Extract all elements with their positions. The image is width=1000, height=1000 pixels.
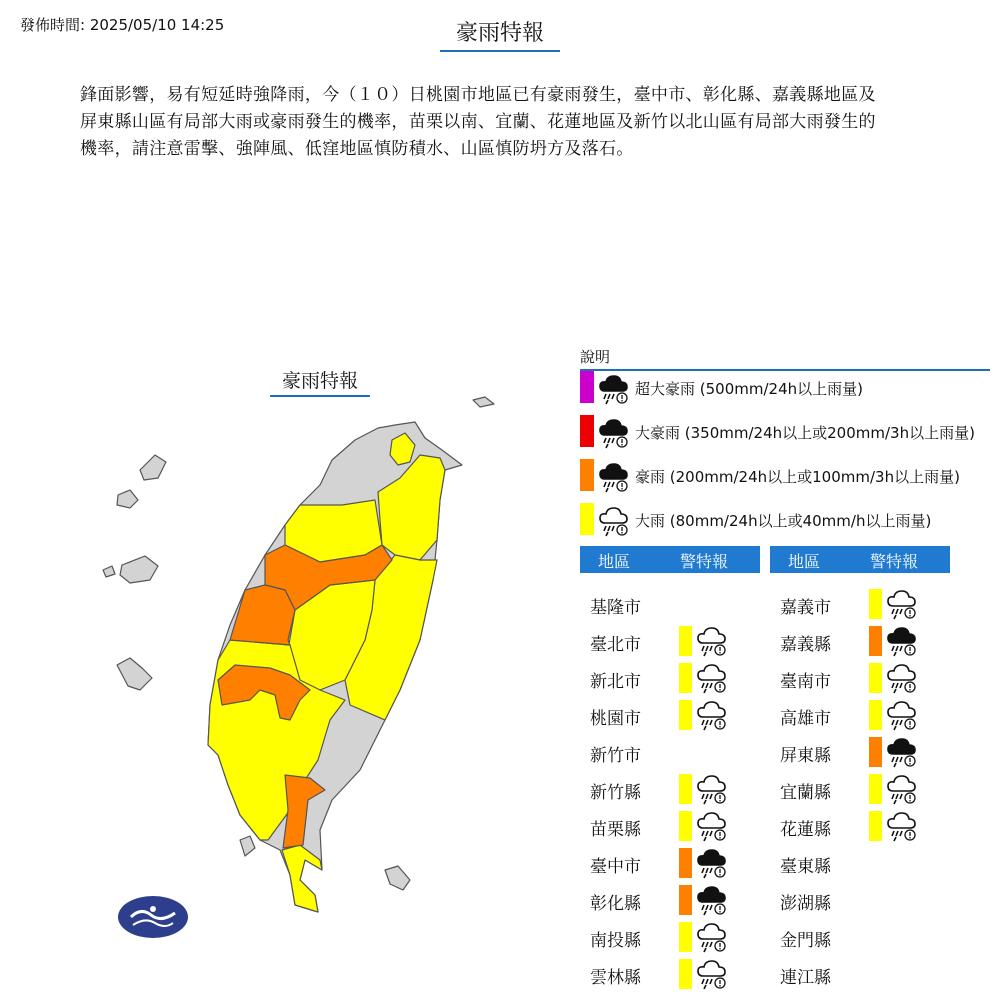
header-region: 地區	[598, 552, 631, 571]
header-warning: 警特報	[870, 552, 919, 571]
rain-cloud-outline-icon	[598, 504, 630, 542]
table-row	[580, 624, 760, 658]
island-green	[385, 866, 410, 890]
warning-level-bar	[679, 774, 692, 804]
legend-swatch	[580, 371, 594, 403]
table-row	[580, 920, 760, 954]
county-name: 花蓮縣	[780, 820, 831, 840]
table-row	[580, 661, 760, 695]
rain-cloud-dark-icon	[696, 846, 728, 884]
island-matsu	[117, 658, 152, 690]
warning-level-bar	[869, 700, 882, 730]
rain-cloud-dark-icon	[886, 624, 918, 662]
legend-label: 大豪雨 (350mm/24h以上或200mm/3h以上雨量)	[635, 424, 975, 442]
rain-cloud-outline-icon	[886, 809, 918, 847]
table-row	[580, 587, 760, 621]
description-line: 鋒面影響，易有短延時強降雨，今（１０）日桃園市地區已有豪雨發生，臺中市、彰化縣、嘉義縣地區及	[80, 85, 876, 105]
table-row	[770, 957, 950, 991]
warning-level-bar	[679, 811, 692, 841]
table-row	[770, 809, 950, 843]
county-name: 嘉義縣	[780, 635, 831, 655]
table-row	[770, 883, 950, 917]
description-line: 機率，請注意雷擊、強陣風、低窪地區慎防積水、山區慎防坍方及落石。	[80, 139, 634, 159]
rain-cloud-outline-icon	[696, 661, 728, 699]
table-row	[580, 883, 760, 917]
warning-level-bar	[869, 737, 882, 767]
warning-description	[80, 82, 920, 163]
map-title: 豪雨特報	[270, 366, 370, 397]
warning-level-bar	[869, 663, 882, 693]
county-name: 新北市	[590, 672, 641, 692]
rain-cloud-outline-icon	[696, 957, 728, 995]
rain-cloud-outline-icon	[696, 809, 728, 847]
warning-level-bar	[869, 811, 882, 841]
county-name: 澎湖縣	[780, 894, 831, 914]
warning-level-bar	[679, 700, 692, 730]
warning-level-bar	[679, 959, 692, 989]
warning-level-bar	[679, 626, 692, 656]
description-line: 屏東縣山區有局部大雨或豪雨發生的機率，苗栗以南、宜蘭、花蓮地區及新竹以北山區有局部大雨發生的	[80, 112, 876, 132]
county-name: 雲林縣	[590, 968, 641, 988]
table-header-left	[580, 546, 760, 573]
rain-cloud-dark-icon	[598, 416, 630, 454]
table-row	[580, 957, 760, 991]
warning-level-bar	[679, 663, 692, 693]
county-name: 臺中市	[590, 857, 641, 877]
rain-cloud-outline-icon	[886, 587, 918, 625]
county-name: 連江縣	[780, 968, 831, 988]
table-row	[580, 772, 760, 806]
island-penghu	[140, 455, 166, 480]
rain-cloud-outline-icon	[886, 661, 918, 699]
header-region: 地區	[788, 552, 821, 571]
warning-level-bar	[869, 626, 882, 656]
rain-cloud-outline-icon	[696, 920, 728, 958]
legend-swatch	[580, 415, 594, 447]
cwa-logo-icon	[117, 895, 189, 939]
table-row	[770, 661, 950, 695]
county-name: 彰化縣	[590, 894, 641, 914]
legend-item	[580, 415, 1000, 449]
legend-item	[580, 459, 1000, 493]
county-name: 臺南市	[780, 672, 831, 692]
county-name: 金門縣	[780, 931, 831, 951]
table-row	[770, 920, 950, 954]
island-kinmen	[103, 566, 115, 577]
rain-cloud-outline-icon	[696, 624, 728, 662]
rain-cloud-dark-icon	[598, 372, 630, 410]
table-row	[580, 809, 760, 843]
county-name: 基隆市	[590, 598, 641, 618]
page-title: 豪雨特報	[440, 16, 560, 52]
county-name: 臺東縣	[780, 857, 831, 877]
table-row	[770, 735, 950, 769]
legend-swatch	[580, 503, 594, 535]
rain-cloud-dark-icon	[598, 460, 630, 498]
island-penghu	[117, 490, 138, 508]
table-row	[770, 698, 950, 732]
table-row	[770, 624, 950, 658]
county-name: 屏東縣	[780, 746, 831, 766]
county-name: 新竹市	[590, 746, 641, 766]
legend-item	[580, 371, 1000, 405]
table-row	[580, 846, 760, 880]
county-name: 苗栗縣	[590, 820, 641, 840]
rain-cloud-outline-icon	[696, 772, 728, 810]
taiwan-warning-map	[95, 385, 505, 925]
rain-cloud-outline-icon	[886, 698, 918, 736]
county-name: 新竹縣	[590, 783, 641, 803]
issued-time: 發佈時間: 2025/05/10 14:25	[20, 16, 225, 34]
warning-level-bar	[679, 885, 692, 915]
warning-level-bar	[679, 848, 692, 878]
county-name: 宜蘭縣	[780, 783, 831, 803]
table-row	[580, 698, 760, 732]
table-row	[770, 846, 950, 880]
table-header-right	[770, 546, 950, 573]
island-liuqiu	[240, 836, 255, 856]
legend-label: 超大豪雨 (500mm/24h以上雨量)	[635, 380, 863, 398]
county-name: 臺北市	[590, 635, 641, 655]
warning-level-bar	[679, 922, 692, 952]
warning-level-bar	[869, 589, 882, 619]
county-name: 南投縣	[590, 931, 641, 951]
header-warning: 警特報	[680, 552, 729, 571]
region-changhua-torrential	[230, 585, 295, 645]
rain-cloud-dark-icon	[696, 883, 728, 921]
rain-cloud-outline-icon	[886, 772, 918, 810]
county-name: 桃園市	[590, 709, 641, 729]
county-name: 嘉義市	[780, 598, 831, 618]
rain-cloud-outline-icon	[696, 698, 728, 736]
table-row	[580, 735, 760, 769]
warning-level-bar	[869, 774, 882, 804]
county-name: 高雄市	[780, 709, 831, 729]
legend-item	[580, 503, 1000, 537]
island-kinmen	[120, 556, 158, 583]
legend-label: 豪雨 (200mm/24h以上或100mm/3h以上雨量)	[635, 468, 960, 486]
table-row	[770, 772, 950, 806]
legend-heading: 說明	[580, 346, 990, 371]
table-row	[770, 587, 950, 621]
legend-label: 大雨 (80mm/24h以上或40mm/h以上雨量)	[635, 512, 932, 530]
rain-cloud-dark-icon	[886, 735, 918, 773]
island-turtle	[473, 397, 494, 407]
legend-swatch	[580, 459, 594, 491]
